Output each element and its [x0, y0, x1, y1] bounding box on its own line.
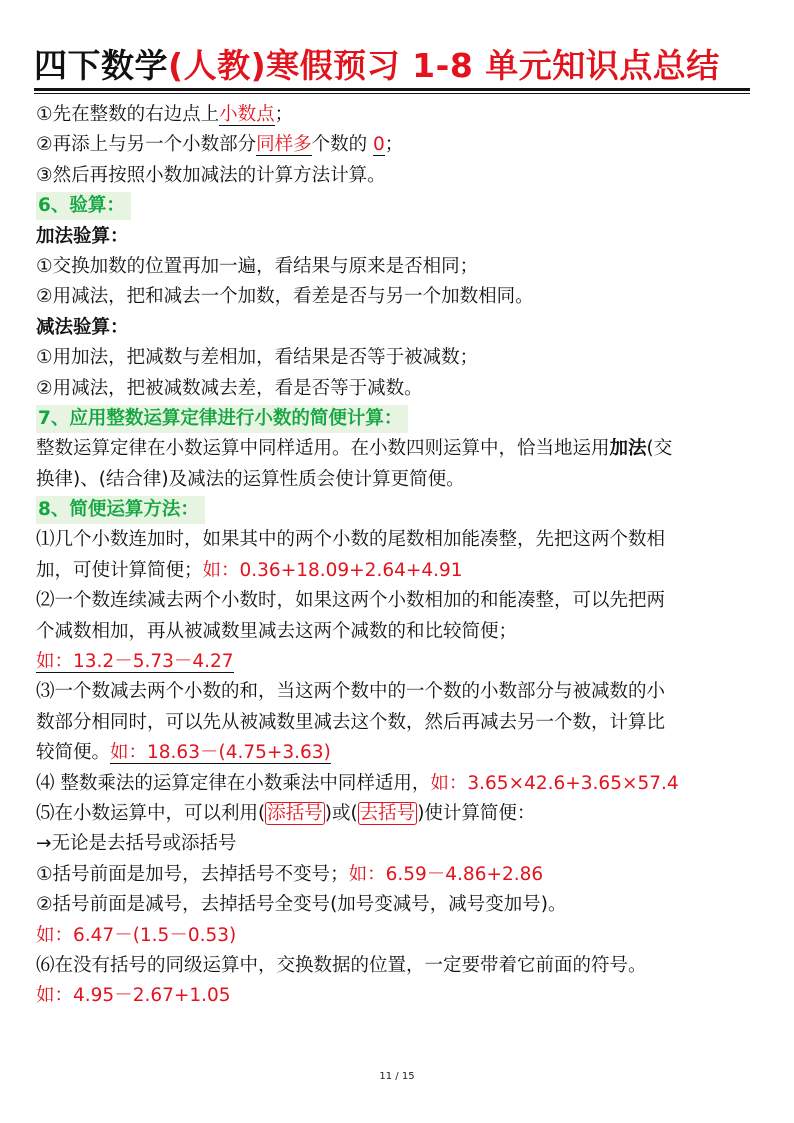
heading: 7、应用整数运算定律进行小数的简便计算：	[36, 405, 408, 433]
title-rule-thin	[34, 93, 750, 94]
text-line: ①交换加数的位置再加一遍，看结果与原来是否相同；	[36, 255, 479, 277]
section-heading-7	[36, 404, 760, 434]
title-rule-thick	[34, 88, 750, 91]
text-line	[36, 556, 760, 586]
example: 如：6.59－4.86+2.86	[348, 863, 544, 885]
title-part-grade: 四下数学	[34, 46, 168, 85]
text: ；	[274, 104, 294, 125]
subheading: 减法验算：	[36, 316, 129, 338]
document-body	[36, 100, 760, 1012]
text-line: ②括号前面是减号，去掉括号全变号(加号变减号，减号变加号)。	[36, 894, 567, 916]
page-title	[34, 44, 720, 88]
text-line: 换律)、(结合律)及减法的运算性质会使计算更简便。	[36, 468, 465, 490]
keyword: 小数点	[219, 104, 275, 125]
text: ；	[384, 134, 404, 156]
text: ⑸在小数运算中，可以利用(	[36, 802, 266, 824]
section-heading-6	[36, 191, 760, 221]
text-line	[36, 769, 760, 799]
section-heading-8	[36, 495, 760, 525]
text-line: →无论是去括号或添括号	[36, 833, 237, 855]
text: (交	[646, 438, 673, 460]
text: 加，可使计算简便；	[36, 559, 203, 581]
text-line	[36, 130, 760, 160]
keyword: 加法	[609, 438, 647, 460]
example: 如：3.65×42.6+3.65×57.4	[430, 772, 679, 794]
heading: 8、简便运算方法：	[36, 496, 205, 524]
text-line	[36, 647, 760, 677]
text-line	[36, 434, 760, 464]
heading: 6、验算：	[36, 192, 131, 220]
text-line: ⑶一个数减去两个小数的和，当这两个数中的一个数的小数部分与被减数的小	[36, 681, 666, 703]
text-line	[36, 860, 760, 890]
text-line: ③然后再按照小数加减法的计算方法计算。	[36, 164, 386, 186]
text-line	[36, 100, 760, 130]
text: 个数的	[311, 134, 373, 156]
text: 整数运算定律在小数运算中同样适用。在小数四则运算中，恰当地运用	[36, 438, 610, 460]
text-line: 数部分相同时，可以先从被减数里减去这个数，然后再减去另一个数，计算比	[36, 711, 666, 733]
text: ②再添上与另一个小数部分	[36, 134, 257, 156]
example-line: 如：4.95－2.67+1.05	[36, 985, 231, 1007]
subheading: 加法验算：	[36, 225, 129, 247]
text-line: ②用减法，把被减数减去差，看是否等于减数。	[36, 377, 423, 399]
text-line	[36, 738, 760, 768]
example: 如：13.2－5.73－4.27	[36, 651, 234, 673]
text-line: 个减数相加，再从被减数里减去这两个减数的和比较简便；	[36, 620, 518, 642]
text: ①括号前面是加号，去掉括号不变号；	[36, 863, 349, 885]
example-line: 如：6.47－(1.5－0.53)	[36, 924, 237, 946]
title-part-summary: 1-8 单元知识点总结	[400, 46, 720, 85]
page-number: 11 / 15	[379, 1071, 415, 1082]
title-part-edition: (人教)	[168, 46, 267, 85]
text-line: ②用减法，把和减去一个加数，看差是否与另一个加数相同。	[36, 286, 534, 308]
keyword: 添括号	[267, 802, 323, 824]
text-line: ⑹在没有括号的同级运算中，交换数据的位置，一定要带着它前面的符号。	[36, 954, 647, 976]
text-line: ①用加法，把减数与差相加，看结果是否等于被减数；	[36, 347, 479, 369]
example: 如：0.36+18.09+2.64+4.91	[202, 559, 463, 581]
text-line: ⑵一个数连续减去两个小数时，如果这两个小数相加的和能凑整，可以先把两	[36, 590, 666, 612]
text: ①先在整数的右边点上	[36, 104, 220, 125]
text: 较简便。	[36, 742, 111, 764]
text: )使计算简便：	[417, 802, 536, 824]
keyword: 同样多	[256, 134, 312, 156]
keyword: 去括号	[359, 802, 416, 824]
text: ⑷ 整数乘法的运算定律在小数乘法中同样适用，	[36, 772, 431, 794]
text: )或(	[324, 802, 358, 824]
example: 如：18.63－(4.75+3.63)	[110, 742, 331, 764]
text-line	[36, 799, 760, 829]
keyword: 0	[373, 134, 385, 156]
title-part-preview: 寒假预习	[266, 46, 401, 85]
text-line: ⑴几个小数连加时，如果其中的两个小数的尾数相加能凑整，先把这两个数相	[36, 529, 666, 551]
